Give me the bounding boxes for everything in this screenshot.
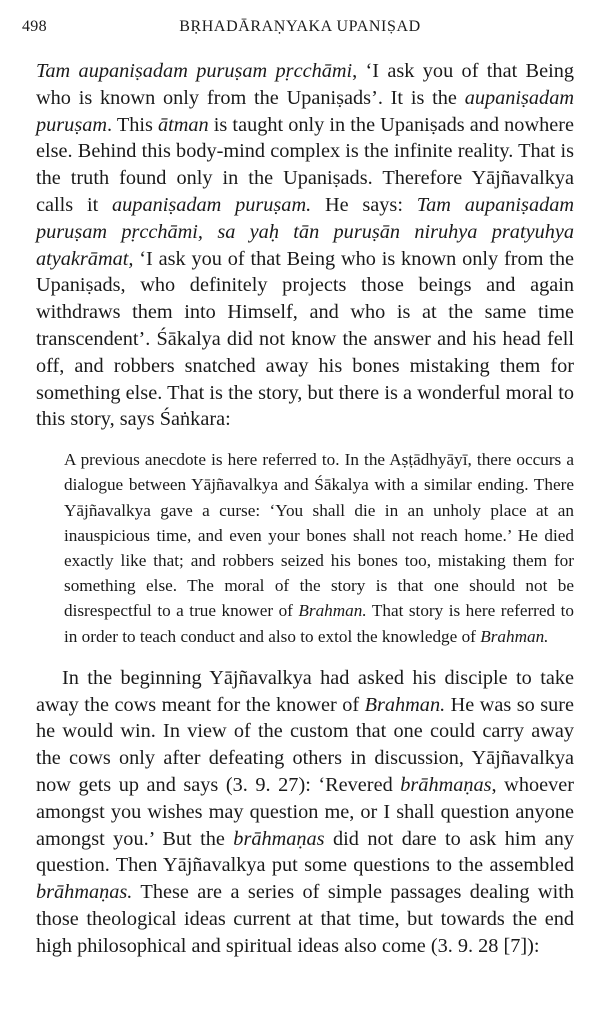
block-quote bbox=[64, 447, 574, 649]
page-header bbox=[22, 18, 578, 38]
text-run: In the beginning Yājñavalkya had asked his disciple to take away the cows meant for the knower of bbox=[36, 666, 574, 716]
paragraph-1 bbox=[36, 58, 574, 433]
text-run: He says: bbox=[311, 193, 417, 216]
italic-text-run: aupaniṣadam puruṣam. bbox=[112, 193, 312, 216]
paragraph-2 bbox=[36, 665, 574, 960]
text-run: , whoever amongst you wishes may question me, or I shall question anyone amongst you.’ But the bbox=[36, 773, 574, 850]
text-run: He was so sure he would win. In view of the custom that one could carry away the cows only after defeating others in discussion, Yājñavalkya now gets up and says (3. 9. 27): ‘Revered bbox=[36, 693, 574, 796]
text-run: . This bbox=[107, 113, 158, 136]
italic-text-run: Brahman. bbox=[364, 693, 446, 716]
text-run: , ‘I ask you of that Being who is known only from the Upaniṣads’. It is the bbox=[36, 60, 574, 109]
text-run: That story is here referred to in order to teach conduct and also to extol the knowledge of bbox=[64, 601, 574, 646]
italic-text-run: Brahman. bbox=[480, 626, 549, 646]
italic-text-run: ātman bbox=[157, 113, 209, 136]
italic-text-run: aupaniṣadam puruṣam bbox=[36, 86, 574, 136]
text-run: These are a series of simple passages dealing with those theological ideas current at that time, but towards the end high philosophical and spiritual ideas also come (3. 9. 28 [7]): bbox=[36, 881, 574, 957]
text-run: is taught only in the Upaniṣads and nowhere else. Behind this body-mind complex is the infinite reality. That is the truth found only in the Upaniṣads. Therefore Yājñavalkya calls it bbox=[36, 113, 574, 216]
text-run: ‘I ask you of that Being who is known only from the Upaniṣads, who definitely projects those beings and again withdraws them into Himself, and who is at the same time transcendent’. Śākalya did not know the answer and his head fell off, and robbers snatched away his bones mistaking them for something else. That is the story, but there is a wonderful moral to this story, says Śaṅkara: bbox=[36, 247, 574, 431]
italic-text-run: brāhmaṇas. bbox=[36, 881, 133, 904]
italic-text-run: brāhmaṇas bbox=[233, 827, 325, 850]
text-run: A previous anecdote is here referred to. In the Aṣṭādhyāyī, there occurs a dialogue between Yājñavalkya and Śākalya with a similar ending. There Yājñavalkya gave a curse: ‘You shall die in an unholy place at an inauspicious time, and even your bones shall not reach home.’ He died exactly like that; and robbers seized his bones too, mistaking them for something else. The moral of the story is that one should not be disrespectful to a true knower of bbox=[64, 450, 574, 621]
text-run: did not dare to ask him any question. Then Yājñavalkya put some questions to the assembled bbox=[36, 827, 575, 877]
italic-text-run: brāhmaṇas bbox=[400, 773, 492, 796]
italic-text-run: Tam aupaniṣadam puruṣam pṛcchāmi, sa yaḥ tān puruṣān niruhya pratyuhya atyakrāmat, bbox=[36, 193, 575, 270]
page-number: 498 bbox=[22, 18, 47, 35]
italic-text-run: Brahman. bbox=[298, 601, 367, 621]
running-title: BṚHADĀRAṆYAKA UPANIṢAD bbox=[179, 18, 421, 35]
italic-text-run: Tam aupaniṣadam puruṣam pṛcchāmi bbox=[36, 60, 353, 82]
body-text bbox=[36, 58, 574, 960]
